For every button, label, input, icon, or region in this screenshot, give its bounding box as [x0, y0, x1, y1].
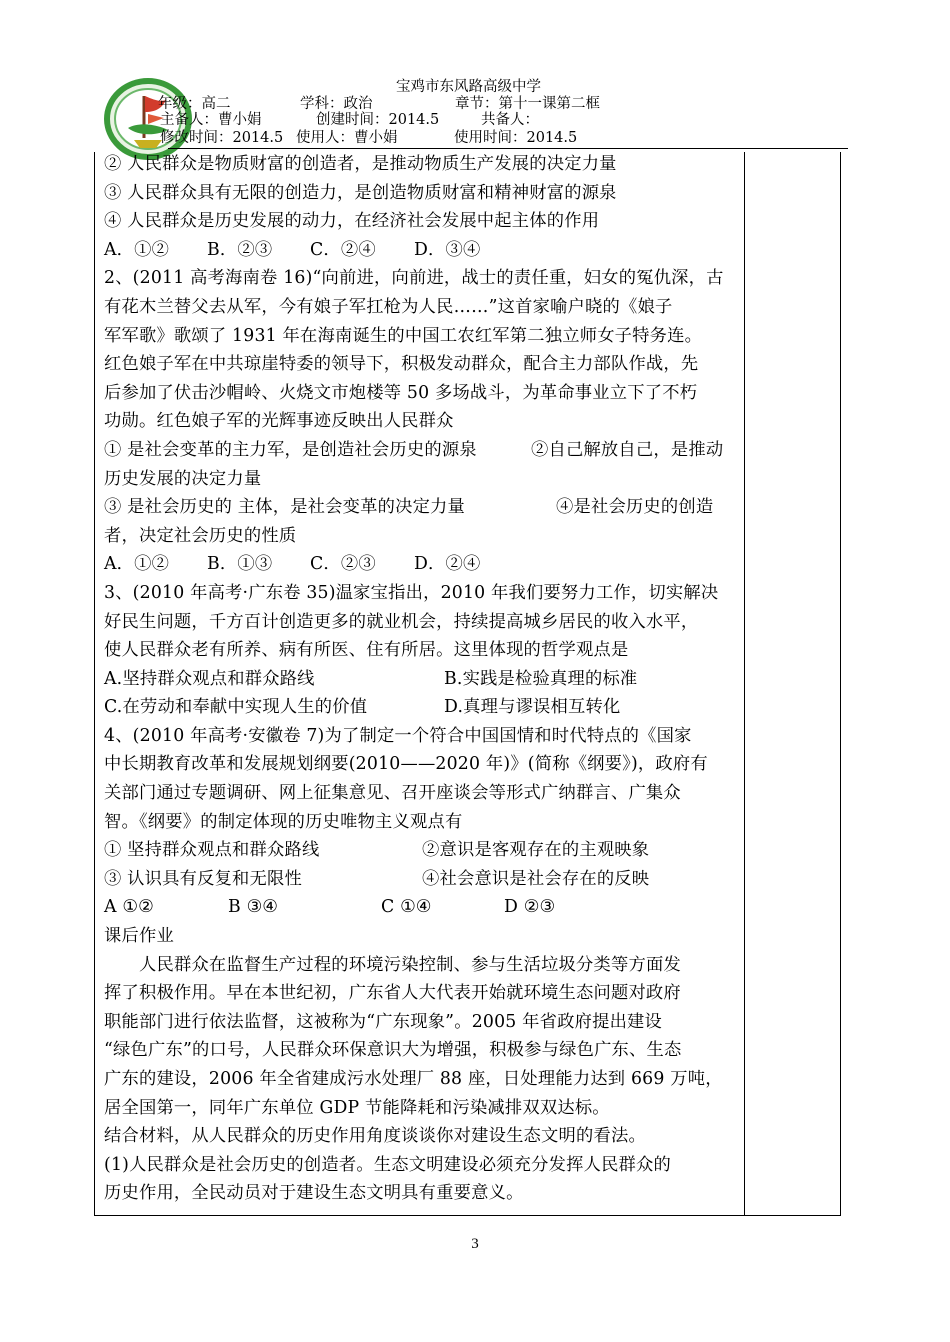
option-c: C．②④ — [310, 239, 376, 260]
text-line: 好民生问题，千方百计创造更多的就业机会，持续提高城乡居民的收入水平， — [104, 611, 699, 632]
text-line: 者，决定社会历史的性质 — [104, 525, 297, 546]
text-line: 红色娘子军在中共琼崖特委的领导下，积极发动群众，配合主力部队作战，先 — [104, 354, 699, 375]
text-line: 人民群众在监督生产过程的环境污染控制、参与生活垃圾分类等方面发 — [139, 954, 681, 975]
option-a: A.坚持群众观点和群众路线 — [104, 668, 315, 689]
answer-options-q3-row2 — [104, 693, 740, 722]
choice-2: ②自己解放自己，是推动 — [531, 439, 724, 460]
text-line: 使人民群众老有所养、病有所医、住有所居。这里体现的哲学观点是 — [104, 640, 629, 661]
option-a: A．①② — [104, 554, 170, 575]
choice-row — [104, 836, 740, 865]
text-line: 军军歌》歌颂了 1931 年在海南诞生的中国工农红军第二独立师女子特务连。 — [104, 325, 703, 346]
document-header — [0, 0, 950, 150]
choice-1: ① 坚持群众观点和群众路线 — [104, 840, 320, 861]
answer-options-q2 — [104, 550, 740, 579]
use-time-field: 使用时间：2014.5 — [454, 130, 578, 146]
option-d: D ②③ — [504, 897, 556, 918]
text-line: 历史发展的决定力量 — [104, 468, 262, 489]
choice-2: ②意识是客观存在的主观映象 — [422, 840, 650, 861]
text-line: 中长期教育改革和发展规划纲要(2010——2020 年)》(简称《纲要》)，政府有 — [104, 754, 708, 775]
option-d: D.真理与谬误相互转化 — [444, 697, 621, 718]
subject-field: 学科：政治 — [300, 96, 373, 112]
choice-4: ④是社会历史的创造 — [556, 497, 714, 518]
text-line: 历史作用，全民动员对于建设生态文明具有重要意义。 — [104, 1183, 524, 1204]
co-preparer-field: 共备人： — [481, 112, 539, 128]
text-line: ② 人民群众是物质财富的创造者，是推动物质生产发展的决定力量 — [104, 154, 617, 174]
text-line: 挥了积极作用。早在本世纪初，广东省人大代表开始就环境生态问题对政府 — [104, 983, 681, 1004]
option-d: D．③④ — [414, 239, 481, 260]
text-line: 关部门通过专题调研、网上征集意见、召开座谈会等形式广纳群言、广集众 — [104, 783, 681, 804]
choice-row — [104, 436, 740, 465]
choice-1: ① 是社会变革的主力军，是创造社会历史的源泉 — [104, 439, 477, 460]
school-name: 宝鸡市东风路高级中学 — [396, 79, 541, 95]
choice-3: ③ 是社会历史的 主体，是社会变革的决定力量 — [104, 497, 466, 518]
option-c: C．②③ — [310, 554, 376, 575]
preparer-field: 主备人：曹小娟 — [160, 112, 262, 128]
text-line: 广东的建设，2006 年全省建成污水处理厂 88 座，日处理能力达到 669 万吨， — [104, 1069, 723, 1089]
grade-field: 年级：高二 — [158, 96, 231, 112]
answer-options-q3-row1 — [104, 665, 740, 694]
homework-title: 课后作业 — [104, 926, 174, 947]
option-b: B．①③ — [207, 554, 273, 575]
text-line: (1)人民群众是社会历史的创造者。生态文明建设必须充分发挥人民群众的 — [104, 1154, 671, 1175]
option-a: A ①② — [104, 897, 154, 918]
text-line: 职能部门进行依法监督，这被称为“广东现象”。2005 年省政府提出建设 — [104, 1011, 663, 1032]
text-line: ③ 人民群众具有无限的创造力，是创造物质财富和精神财富的源泉 — [104, 182, 617, 203]
option-b: B ③④ — [228, 897, 278, 918]
text-line: 居全国第一，同年广东单位 GDP 节能降耗和污染减排双双达标。 — [104, 1097, 610, 1118]
option-d: D．②④ — [414, 554, 481, 575]
option-c: C ①④ — [381, 897, 432, 918]
main-content — [104, 150, 740, 1208]
notes-column-divider — [744, 152, 745, 1215]
homework-question: 结合材料，从人民群众的历史作用角度谈谈你对建设生态文明的看法。 — [104, 1126, 646, 1147]
answer-options-q1 — [104, 236, 740, 265]
choice-row — [104, 865, 740, 894]
answer-options-q4 — [104, 893, 740, 922]
text-line: 后参加了伏击沙帽岭、火烧文市炮楼等 50 多场战斗，为革命事业立下了不朽 — [104, 382, 698, 403]
choice-row — [104, 493, 740, 522]
option-b: B．②③ — [207, 239, 273, 260]
text-line: ④ 人民群众是历史发展的动力，在经济社会发展中起主体的作用 — [104, 211, 600, 232]
text-line: 智。《纲要》的制定体现的历史唯物主义观点有 — [104, 811, 463, 832]
text-line: 2、(2011 高考海南卷 16)“向前进，向前进，战士的责任重，妇女的冤仇深，古 — [104, 268, 724, 289]
text-line: 功勋。红色娘子军的光辉事迹反映出人民群众 — [104, 411, 454, 432]
text-line: “绿色广东”的口号，人民群众环保意识大为增强，积极参与绿色广东、生态 — [104, 1040, 682, 1061]
page-number: 3 — [471, 1236, 479, 1252]
created-field: 创建时间：2014.5 — [316, 112, 440, 128]
choice-4: ④社会意识是社会存在的反映 — [422, 868, 650, 889]
option-b: B.实践是检验真理的标准 — [444, 668, 638, 689]
text-line: 3、(2010 年高考·广东卷 35)温家宝指出，2010 年我们要努力工作，切实解决 — [104, 582, 719, 603]
choice-3: ③ 认识具有反复和无限性 — [104, 868, 302, 889]
text-line: 有花木兰替父去从军，今有娘子军扛枪为人民……”这首家喻户晓的《娘子 — [104, 296, 673, 317]
header-rule — [168, 148, 848, 149]
chapter-field: 章节：第十一课第二框 — [455, 96, 600, 112]
modified-field: 修改时间：2014.5 — [160, 130, 284, 146]
option-c: C.在劳动和奉献中实现人生的价值 — [104, 697, 368, 718]
user-field: 使用人：曹小娟 — [296, 130, 398, 146]
option-a: A．①② — [104, 239, 170, 260]
text-line: 4、(2010 年高考·安徽卷 7)为了制定一个符合中国国情和时代特点的《国家 — [104, 725, 692, 746]
